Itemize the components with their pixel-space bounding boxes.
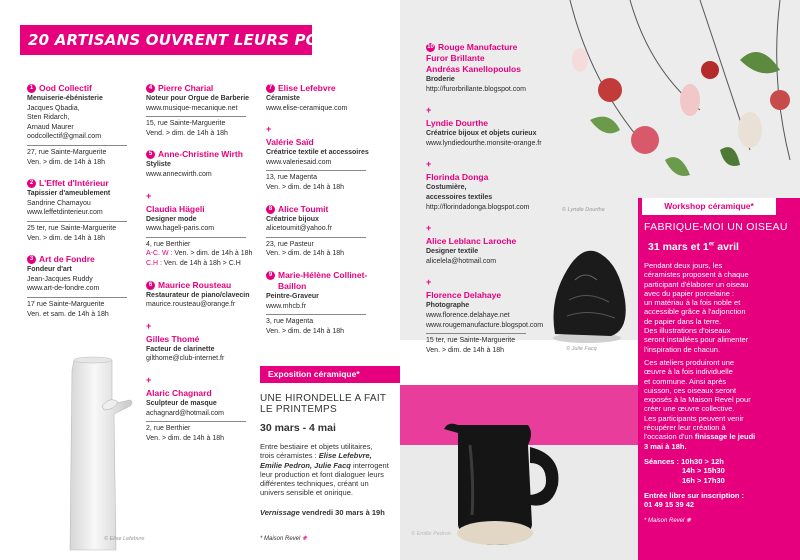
artisan-name-3: Andréas Kanellopoulos [426,64,521,74]
artisan-entry [426,42,551,94]
artisan-info: www.annecwirth.com [146,170,212,178]
artisans-column-1 [27,83,142,330]
artisan-info: Jean-Jacques Ruddy [27,275,93,283]
plus-separator: + [426,223,432,234]
artisan-number-badge: 2 [27,179,36,188]
artisan-info: Jacques Qbadia, [27,104,80,112]
artisan-name: Alice Leblanc Laroche [426,236,517,247]
credit-emilie: © Emilie Pedron [411,531,451,537]
artisan-name: Alaric Chagnard [146,387,212,398]
artisan-entry [426,118,551,148]
credit-elise: © Elise Lefebvre [104,536,145,542]
credit-julie: © Julie Facq [566,346,597,352]
artisan-name: 7 Elise Lefebvre [266,83,384,94]
artisan-role: Facteur de clarinette [146,345,215,353]
artisan-entry [146,388,261,443]
artisan-info: www.elise-ceramique.com [266,104,348,112]
artisan-entry [266,270,384,336]
artisan-address: 2, rue Berthier Ven. > dim. de 14h à 18h [146,421,246,443]
artisan-role-2: accessoires textiles [426,193,493,201]
artisan-role: Créatrice bijoux et objets curieux [426,130,537,138]
artisan-info: maurice.rousteau@orange.fr [146,301,236,309]
artisan-address: 4, rue Berthier [146,237,246,250]
plus-separator: + [146,374,152,385]
artisan-entry [266,137,384,192]
artisan-info: achagnard@hotmail.com [146,409,224,417]
artisan-info: http://furorbrillante.blogspot.com [426,85,526,93]
workshop-sessions: Séances : 10h30 > 12h 14h > 15h30 16h > 17h30 [644,456,725,485]
workshop-header: Workshop céramique* [642,198,776,215]
artisan-info: Arnaud Maurer [27,123,74,131]
plus-separator: + [426,105,432,116]
artisan-name: 8 Alice Toumit [266,204,384,215]
artisan-role: Designer textile [426,248,479,256]
expo-title-2: LE PRINTEMPS [260,404,337,415]
artisan-name: Lyndie Dourthe [426,118,489,129]
artisan-name: 3 Art de Fondre [27,254,142,265]
workshop-description-2: Ces ateliers produiront une œuvre à la fois individuelle et commune. Ainsi après cuisson, ces oiseaux seront exposés à la Maison Revel pour créer une œuvre collective. Les participants peuvent venir récupérer leur création à l'occasion d'un finissage le jeudi 3 mai à 18h. [644,357,756,451]
artisan-name: 10 Rouge Manufacture [427,42,518,52]
artisan-number-badge: 9 [266,271,275,280]
artisan-role: Costumière, [426,184,467,192]
workshop-title: FABRIQUE-MOI UN OISEAU [644,221,788,233]
artisan-entry [146,204,261,269]
black-ceramic-bird-image [545,230,640,350]
artisan-info: www.valeriesaid.com [266,158,332,166]
artisan-entry [426,290,551,355]
artisan-number-badge: 8 [266,205,275,214]
credit-lyndie: © Lyndie Dourthe [562,207,605,213]
artisan-name: 1 Ood Collectif [27,83,142,94]
artisan-info: alicetoumit@yahoo.fr [266,225,332,233]
artisan-info: www.leffetdinterieur.com [27,209,103,217]
plus-separator: + [146,320,152,331]
artisan-info: Sandrine Chamayou [27,199,91,207]
artisan-name: 2 L'Effet d'Intérieur [27,178,142,189]
artisan-name-2: Furor Brillante [426,53,485,63]
expo-footnote: * Maison Revel ❋ [260,536,308,543]
artisan-address: 15, rue Sainte-Marguerite Vend. > dim. de 14h à 18h [146,116,246,138]
artisans-column-2 [146,83,261,454]
artisan-hours: A-C. W : Ven. > dim. de 14h à 18h [146,250,253,258]
artisan-address: 13, rue Magenta Ven. > dim. de 14h à 18h [266,170,366,192]
artisan-name: Florence Delahaye [426,290,502,301]
plus-separator: + [426,277,432,288]
artisan-role: Designer mode [146,215,197,223]
artisan-number-badge: 3 [27,255,36,264]
artisans-column-4 [426,42,551,366]
artisan-number-badge: 5 [146,150,155,159]
workshop-footnote: * Maison Revel ❋ [644,518,692,525]
artisan-name: 9 Marie-Hélène Collinet-Baillon [266,270,384,292]
expo-title-1: UNE HIRONDELLE A FAIT [260,393,387,404]
artisan-info: gilthome@club-internet.fr [146,355,225,363]
white-vase-image [40,340,150,560]
artisan-address: 15 ter, rue Sainte-Marguerite Ven. > dim. de 14h à 18h [426,333,526,355]
artisan-entry [27,178,142,243]
artisan-entry [27,254,142,319]
artisan-address: 25 ter, rue Sainte-Marguerite Ven. > dim. de 14h à 18h [27,221,127,243]
artisan-address: 27, rue Sainte-Marguerite Ven. > dim. de 14h à 18h [27,145,127,167]
artisan-name: Gilles Thomé [146,333,200,344]
artisan-info: www.rougemanufacture.blogspot.com [426,321,544,329]
exposition-box [255,365,400,560]
artisan-entry [146,334,261,364]
artisan-info: Sten Ridarch, [27,114,70,122]
expo-vernissage: Vernissage vendredi 30 mars à 19h [260,507,385,517]
workshop-description: Pendant deux jours, les céramistes proposent à chaque participant d'élaborer un oiseau avec du papier porcelaine : un matériau à la fois noble et accessible grâce à l'adjonction de papier dans la terre. Des illustrations d'oiseaux seront installées pour alimenter l'inspiration de chacun. [644,261,749,354]
artisan-address: 17 rue Sainte-Marguerite Ven. et sam. de 14h à 18h [27,297,127,319]
workshop-box [638,198,800,560]
artisan-role: Tapissier d'ameublement [27,190,111,198]
artisan-name: 6 Maurice Rousteau [146,280,261,291]
artisan-number-badge: 4 [146,84,155,93]
floral-jewelry-image [550,0,800,200]
artisan-info: www.hageli-paris.com [146,225,215,233]
artisan-entry [146,83,261,138]
artisan-role: Styliste [146,161,171,169]
artisan-role: Sculpteur de masque [146,399,217,407]
artisan-entry [146,280,261,310]
artisan-number-badge: 6 [146,281,155,290]
artisan-info: www.mhcb.fr [266,302,307,310]
artisan-role: Photographe [426,302,470,310]
artisan-number-badge: 7 [266,84,275,93]
artisan-entry [146,149,261,179]
workshop-inscription: Entrée libre sur inscription : 01 49 15 39 42 [644,490,745,510]
artisan-address: 3, rue Magenta Ven. > dim. de 14h à 18h [266,314,366,336]
artisans-column-3 [266,83,384,347]
artisan-info: www.lyndiedourthe.monsite-orange.fr [426,139,542,147]
artisan-role: Menuiserie-ébénisterie [27,95,103,102]
plus-separator: + [146,190,152,201]
artisan-role: Noteur pour Orgue de Barberie [146,95,250,102]
artisan-name: Claudia Hägeli [146,203,205,214]
artisan-role: Céramiste [266,95,300,102]
artisan-number-badge: 1 [27,84,36,93]
artisan-entry [266,83,384,113]
plus-separator: + [426,159,432,170]
expo-description: Entre bestiaire et objets utilitaires, trois céramistes : Elise Lefebvre, Emilie Pedron, Julie Facq interrogent leur production et font dialoguer leurs différentes techniques, créant un univers sensible et onirique. [260,442,389,498]
plus-separator: + [266,124,272,135]
artisan-info: www.musique-mecanique.net [146,104,238,112]
artisan-role: Créatrice textile et accessoires [266,149,369,157]
artisan-info: alicelela@hotmail.com [426,257,497,265]
expo-header: Exposition céramique* [260,366,400,383]
artisan-entry [266,204,384,259]
artisan-info: www.art-de-fondre.com [27,285,100,293]
artisan-name: Valérie Saïd [266,137,314,148]
artisan-name: 4 Pierre Charial [146,83,261,94]
page-title: 20 ARTISANS OUVRENT LEURS PORTES : [20,25,312,55]
artisan-info: oodcollectif@gmail.com [27,133,102,141]
artisan-name: 5 Anne-Christine Wirth [146,149,261,160]
artisan-entry [426,236,551,266]
artisan-info: www.florence.delahaye.net [426,311,510,319]
artisan-info: http://florindadonga.blogspot.com [426,203,530,211]
artisan-address: 23, rue Pasteur Ven. > dim. de 14h à 18h [266,237,366,259]
expo-dates: 30 mars - 4 mai [260,422,336,434]
artisan-entry [27,83,142,167]
artisan-role: Créatrice bijoux [266,215,319,223]
artisan-entry [426,172,551,212]
artisan-number-badge: 10 [427,44,434,50]
artisan-role: Broderie [426,76,455,83]
artisan-role: Restaurateur de piano/clavecin [146,291,250,299]
artisan-role: Fondeur d'art [27,266,72,274]
artisan-name: Florinda Donga [426,172,489,183]
artisan-role: Peintre-Graveur [266,292,319,300]
workshop-dates: 31 mars et 1er avril [648,241,739,253]
artisan-hours: C.H : Ven. de 14h à 18h > C.H [146,259,241,267]
